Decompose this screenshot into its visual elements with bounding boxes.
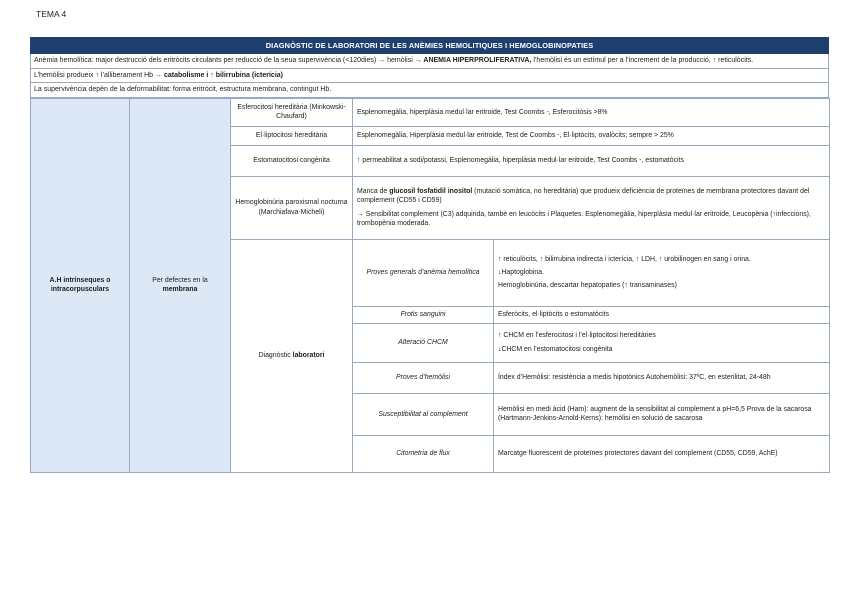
description-paragraph: ↑ CHCM en l’esferocitosi i l’el·liptocitosi hereditàries [498,332,656,340]
classification-grid [30,98,830,473]
intro-text: Anèmia hemolítica: major destrucció dels eritròcits circulants per reducció de la seua supervivència (<120dies) → hemòlisi [34,57,415,64]
intro-line-3 [31,83,828,98]
condition-description: ↑ permeabilitat a sodi/potassi, Esplenomegàlia, hiperplàsia medul·lar eritroide, Test Coombs -, estomatòcits [353,145,830,176]
description-paragraph: Hemoglobinúria, descartar hepatopaties (↑ transaminases) [498,282,677,290]
lab-label-text: Diagnòstic [258,352,293,360]
lab-diagnosis-cell [231,239,353,472]
condition-name: Estomatocitosi congènita [231,145,353,176]
description-paragraph: ↓CHCM en l’estomatocitosi congènita [498,345,613,353]
description-text: Manca de [357,187,390,195]
description-bold-text: glucosil fosfatidil inositol [389,187,473,195]
condition-description: Esplenomegàlia, Hiperplàsia medul·lar eritroide, Test de Coombs -, El·liptòcits, ovalòcits; sempre > 25% [353,126,830,145]
description-paragraph [357,187,825,206]
table-row [31,98,830,126]
summary-table [30,37,829,473]
intro-text: La supervivència depèn de la deformabilitat: forma eritròcit, estructura membrana, contingut Hb. [34,86,332,94]
lab-test-description [494,323,830,362]
lab-label-bold-text: laboratori [292,352,325,360]
subcategory-cell [130,98,231,472]
condition-description [353,176,830,239]
page-header-tema: TEMA 4 [36,9,67,19]
subcategory-text: Per defectes en la [152,276,208,284]
lab-test-name: Proves d’hemòlisi [353,362,494,393]
intro-line-2 [31,69,828,84]
lab-test-description [494,239,830,306]
lab-test-name: Frotis sanguini [353,306,494,323]
main-category-cell: A.H intrínseques o intracorpusculars [31,98,130,472]
lab-test-description: Hemòlisi en medi àcid (Ham): augment de la sensibilitat al complement a pH=6,5 Prova de la sacarosa (Hartmann-Jenkins-Arnold-Kerns): hemòlisi en solució de sacarosa [494,393,830,435]
table-title: DIAGNÒSTIC DE LABORATORI DE LES ANÈMIES HEMOLITIQUES I HEMOGLOBINOPATIES [30,37,829,54]
description-text: (mutació somàtica, no hereditària) que produeix deficiència de proteïnes de membrana protectores davant del complement (CD55 i CD59) [357,187,810,205]
intro-line-1 [31,54,828,69]
intro-bold-text: → catabolisme i ↑ bilirrubina (icterícia) [155,71,283,79]
lab-test-name: Citometria de flux [353,435,494,472]
lab-test-name: Susceptibilitat al complement [353,393,494,435]
intro-text: L’hemòlisi produeix ↑ l’alliberament Hb [34,71,156,79]
intro-block [30,54,829,98]
condition-name: Esferocitosi hereditària (Minkowski-Chaufard) [231,98,353,126]
condition-name: El·liptocitosi hereditària [231,126,353,145]
description-paragraph: ↓Haptoglobina. [498,269,544,277]
intro-bold-text: → ANEMIA HIPERPROLIFERATIVA, [414,57,532,64]
lab-test-description: Marcatge fluorescent de proteïnes protectores davant del complement (CD55, CD59, AchE) [494,435,830,472]
intro-text: l’hemòlisi és un estímul per a l’increment de la producció, ↑ reticulòcits. [531,57,754,64]
condition-description: Esplenomegàlia, hiperplàsia medul·lar eritroide, Test Coombs -, Esferocitòsis >8% [353,98,830,126]
lab-test-description: Esferòcits, el·liptòcits o estomatòcits [494,306,830,323]
subcategory-bold-text: membrana [162,286,198,294]
lab-test-description: Índex d’Hemòlisi: resistència a medis hipotònics Autohemòlisi: 37ºC, en esterilitat, 24-48h [494,362,830,393]
condition-name: Hemoglobinúria paroxismal nocturna (Marchiafava-Micheli) [231,176,353,239]
description-paragraph: ↑ reticulòcits, ↑ bilirrubina indirecta i icterícia, ↑ LDH, ↑ urobilinogen en sang i orina. [498,255,751,263]
lab-test-name: Alteració CHCM [353,323,494,362]
description-paragraph: → Sensibilitat complement (C3) adquirida, també en leucòcits i Plaquetes. Esplenomegàlia, hiperplàsia medul·lar eritroide, Leucopènia (↑infeccions), trombopènia moderada. [357,210,811,228]
lab-test-name: Proves generals d’anèmia hemolítica [353,239,494,306]
